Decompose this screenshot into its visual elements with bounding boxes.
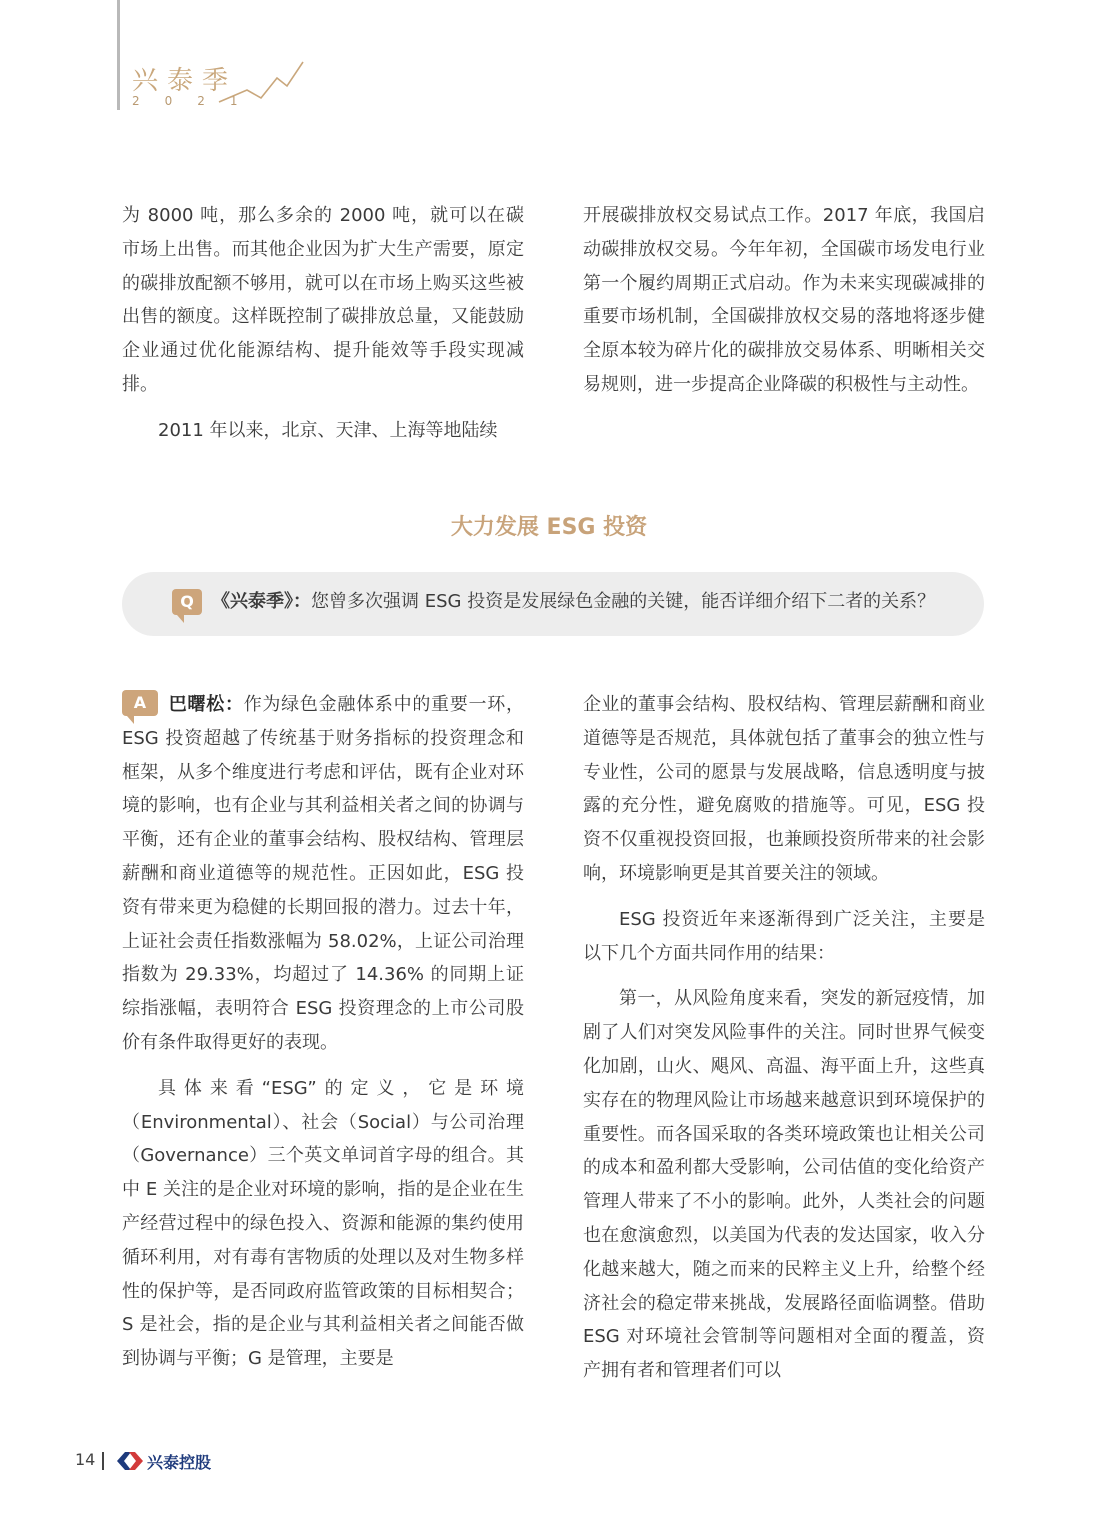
article-column-top-right <box>583 199 985 402</box>
paragraph: 为 8000 吨，那么多余的 2000 吨，就可以在碳市场上出售。而其他企业因为扩大生产需要，原定的碳排放配额不够用，就可以在市场上购买这些被出售的额度。这样既控制了碳排放总量，又能鼓励企业通过优化能源结构、提升能效等手段实现减排。 <box>122 205 524 395</box>
trend-line-icon <box>217 60 307 105</box>
paragraph: 第一，从风险角度来看，突发的新冠疫情，加剧了人们对突发风险事件的关注。同时世界气候变化加剧，山火、飓风、高温、海平面上升，这些真实存在的物理风险让市场越来越意识到环境保护的重要性。而各国采取的各类环境政策也让相关公司的成本和盈利都大受影响，公司估值的变化给资产管理人带来了不小的影响。此外，人类社会的问题也在愈演愈烈，以美国为代表的发达国家，收入分化越来越大，随之而来的民粹主义上升，给整个经济社会的稳定带来挑战，发展路径面临调整。借助 ESG 对环境社会管制等问题相对全面的覆盖，资产拥有者和管理者们可以 <box>583 988 985 1382</box>
answer-badge: A <box>122 690 158 716</box>
paragraph: 企业的董事会结构、股权结构、管理层薪酬和商业道德等是否规范，具体就包括了董事会的独立性与专业性，公司的愿景与发展战略，信息透明度与披露的充分性，避免腐败的措施等。可见，ESG 投资不仅重视投资回报，也兼顾投资所带来的社会影响，环境影响更是其首要关注的领域。 <box>583 694 985 884</box>
paragraph: 开展碳排放权交易试点工作。2017 年底，我国启动碳排放权交易。今年年初，全国碳市场发电行业第一个履约周期正式启动。作为未来实现碳减排的重要市场机制，全国碳排放权交易的落地将逐步健全原本较为碎片化的碳排放交易体系、明晰相关交易规则，进一步提高企业降碳的积极性与主动性。 <box>583 205 985 395</box>
paragraph: ESG 投资近年来逐渐得到广泛关注，主要是以下几个方面共同作用的结果： <box>583 908 985 964</box>
footer-divider <box>102 1452 104 1470</box>
paragraph: 具体来看“ESG”的定义，它是环境（Environmental）、社会（Social）与公司治理（Governance）三个英文单词首字母的组合。其中 E 关注的是企业对环境的影响，指的是企业在生产经营过程中的绿色投入、资源和能源的集约使用循环利用，对有毒有害物质的处理以及对生物多样性的保护等，是否同政府监管政策的目标相契合；S 是社会，指的是企业与其利益相关者之间能否做到协调与平衡；G 是管理，主要是 <box>122 1077 524 1370</box>
answer-badge-tail <box>127 716 134 724</box>
article-column-answer-left <box>122 688 524 1376</box>
question-badge: Q <box>172 589 202 615</box>
question-badge-tail <box>177 615 184 623</box>
header-vertical-line <box>117 0 120 110</box>
magazine-title: 兴泰季 <box>132 66 238 96</box>
article-column-answer-right <box>583 688 985 1388</box>
question-body: 您曾多次强调 ESG 投资是发展绿色金融的关键，能否详细介绍下二者的关系？ <box>311 591 936 612</box>
company-logo-icon <box>115 1449 145 1473</box>
question-speaker: 《兴泰季》： <box>212 591 311 612</box>
answer-text: 作为绿色金融体系中的重要一环，ESG 投资超越了传统基于财务指标的投资理念和框架，从多个维度进行考虑和评估，既有企业对环境的影响，也有企业与其利益相关者之间的协调与平衡，还有企业的董事会结构、股权结构、管理层薪酬和商业道德等的规范性。正因如此，ESG 投资有带来更为稳健的长期回报的潜力。过去十年，上证社会责任指数涨幅为 58.02%，上证公司治理指数为 29.33%，均超过了 14.36% 的同期上证综指涨幅，表明符合 ESG 投资理念的上市公司股价有条件取得更好的表现。 <box>122 694 525 1053</box>
section-title: 大力发展 ESG 投资 <box>450 515 648 540</box>
magazine-year: 2021 <box>132 94 263 108</box>
page-number: 14 <box>75 1450 96 1469</box>
paragraph: 2011 年以来，北京、天津、上海等地陆续 <box>158 419 498 441</box>
magazine-logo <box>132 60 282 112</box>
paragraph <box>122 688 524 1060</box>
question-text <box>212 589 935 615</box>
article-column-top-left <box>122 199 524 448</box>
company-name: 兴泰控股 <box>147 1453 212 1472</box>
answer-speaker: 巴曙松： <box>168 694 244 715</box>
